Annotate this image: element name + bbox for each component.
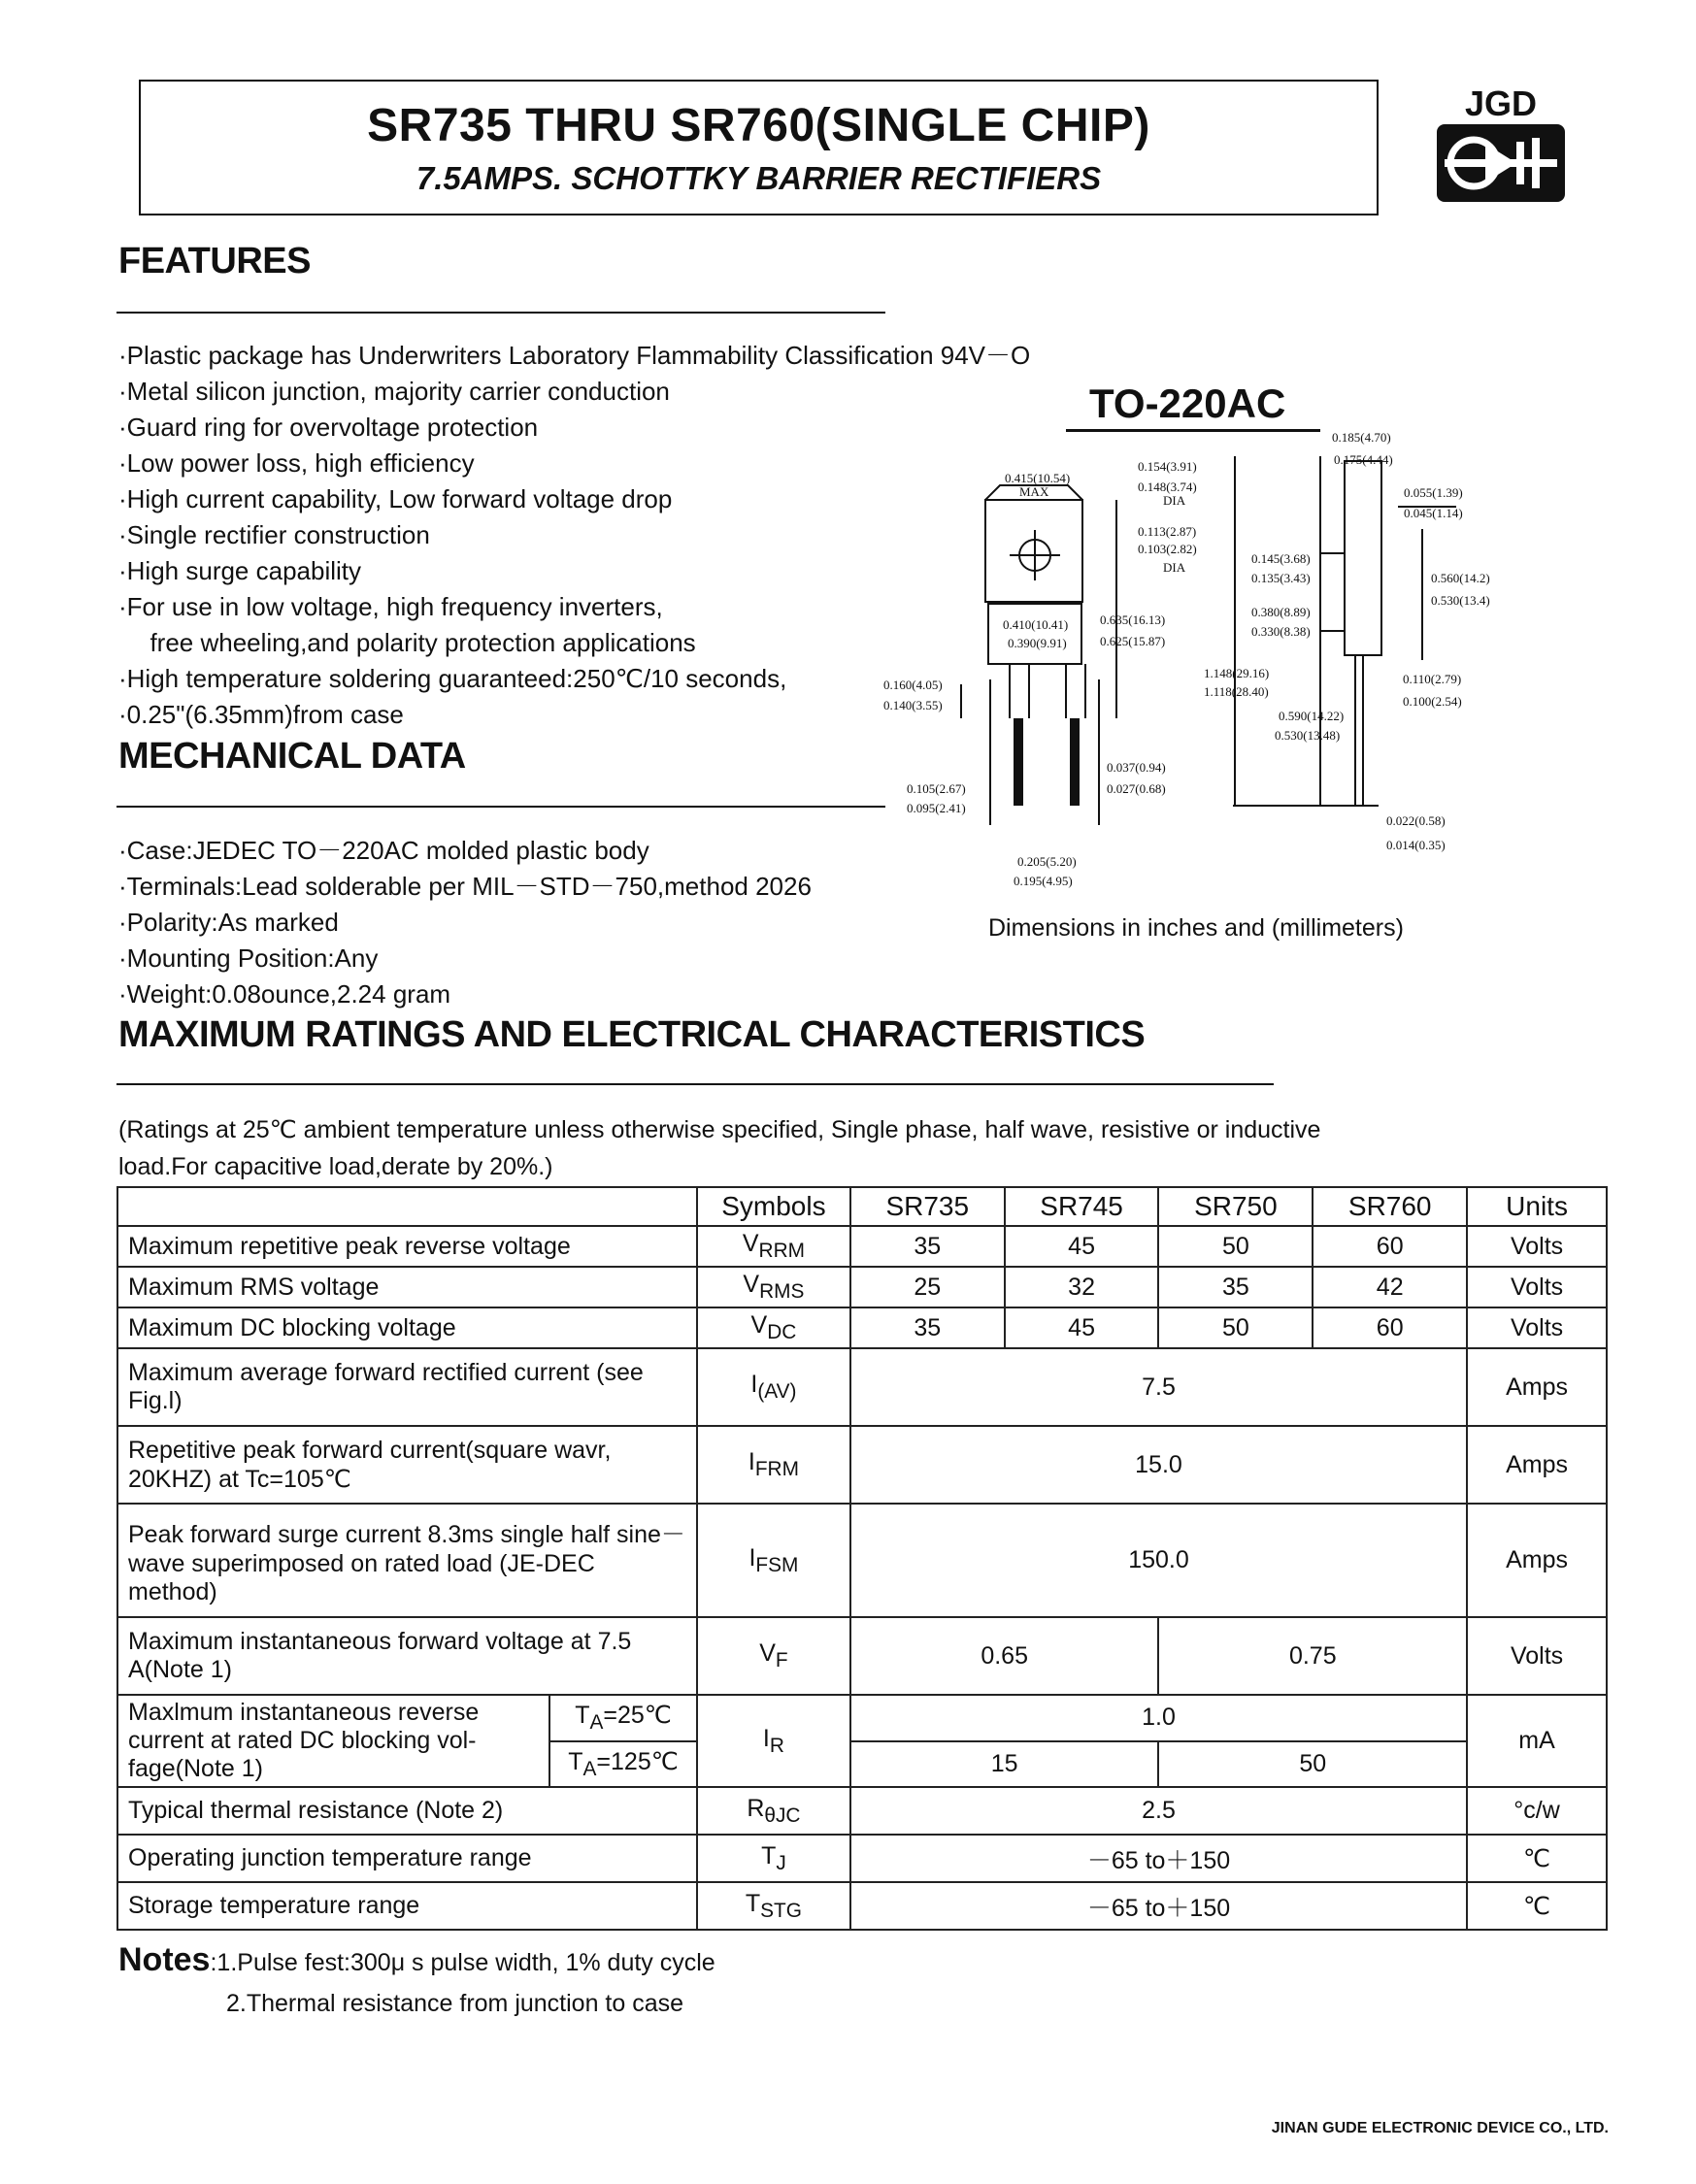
value-cell: 25	[850, 1267, 1005, 1307]
unit-cell: Volts	[1467, 1617, 1607, 1695]
note-2: 2.Thermal resistance from junction to case	[226, 1990, 684, 2017]
unit-cell: ℃	[1467, 1835, 1607, 1882]
value-cell: －65 to＋150	[850, 1882, 1467, 1930]
symbol-cell: $V_{RMS}$	[697, 1267, 850, 1307]
dim-label: 0.205(5.20)	[1017, 854, 1077, 869]
dimension-labels	[883, 430, 1490, 888]
dim-label: 0.185(4.70)	[1332, 430, 1391, 445]
value-cell: 32	[1005, 1267, 1159, 1307]
dim-label: 1.148(29.16)	[1204, 666, 1270, 680]
dim-label: 0.014(0.35)	[1386, 838, 1446, 852]
value-cell: 45	[1005, 1226, 1159, 1267]
unit-cell: mA	[1467, 1695, 1607, 1787]
param-cell: Maximum RMS voltage	[117, 1267, 697, 1307]
dim-label: 0.095(2.41)	[907, 801, 966, 815]
dim-label: 0.110(2.79)	[1403, 672, 1462, 686]
value-cell: 150.0	[850, 1504, 1467, 1617]
value-cell: 60	[1313, 1226, 1467, 1267]
dim-label: 0.195(4.95)	[1014, 874, 1073, 888]
symbol-cell: $V_{DC}$	[697, 1307, 850, 1348]
unit-cell: Amps	[1467, 1426, 1607, 1504]
param-cell: Storage temperature range	[117, 1882, 697, 1930]
table-row	[117, 1307, 1607, 1348]
table-row	[117, 1267, 1607, 1307]
dim-label: 0.530(13.4)	[1431, 593, 1490, 608]
symbol-cell: $I_{FSM}$	[697, 1504, 850, 1617]
package-name: TO-220AC	[1089, 381, 1286, 426]
param-cell: Peak forward surge current 8.3ms single half sine－wave superimposed on rated load (JE-DEC method)	[117, 1504, 697, 1617]
value-cell: 7.5	[850, 1348, 1467, 1426]
col-header-sr745: SR745	[1005, 1187, 1159, 1226]
unit-cell: Volts	[1467, 1267, 1607, 1307]
dim-label: 0.140(3.55)	[883, 698, 943, 712]
table-row	[117, 1348, 1607, 1426]
param-cell: Maximum average forward rectified current (see Fig.l)	[117, 1348, 697, 1426]
dim-label: 0.148(3.74)	[1138, 480, 1197, 494]
mechanical-list	[118, 833, 812, 1012]
value-cell: 42	[1313, 1267, 1467, 1307]
table-row	[117, 1226, 1607, 1267]
ratings-table	[116, 1186, 1608, 1931]
company-footer: JINAN GUDE ELECTRONIC DEVICE CO., LTD.	[1271, 2120, 1609, 2136]
dim-label: 0.530(13.48)	[1275, 728, 1341, 743]
table-header-row	[117, 1187, 1607, 1226]
symbol-cell: $I_{FRM}$	[697, 1426, 850, 1504]
ratings-divider	[116, 1083, 1274, 1085]
value-cell: －65 to＋150	[850, 1835, 1467, 1882]
col-header-units: Units	[1467, 1187, 1607, 1226]
dim-label: 0.113(2.87)	[1138, 524, 1197, 539]
dimension-note: Dimensions in inches and (millimeters)	[988, 914, 1404, 942]
value-cell: 35	[850, 1226, 1005, 1267]
list-item: ·For use in low voltage, high frequency inverters,	[118, 592, 663, 621]
param-cell: Repetitive peak forward current(square wavr, 20KHZ) at Tc=105℃	[117, 1426, 697, 1504]
intro-line: load.For capacitive load,derate by 20%.)	[118, 1153, 553, 1180]
mechanical-divider	[116, 806, 885, 808]
condition-cell: $T_A=25℃$	[549, 1695, 697, 1741]
dim-label: 0.160(4.05)	[883, 678, 943, 692]
notes-heading: Notes	[118, 1941, 211, 1978]
list-item: ·Weight:0.08ounce,2.24 gram	[118, 979, 451, 1009]
package-leads	[1014, 718, 1080, 806]
dim-label: 0.103(2.82)	[1138, 542, 1197, 556]
dim-label: 0.635(16.13)	[1100, 612, 1166, 627]
value-cell: 15.0	[850, 1426, 1467, 1504]
symbol-cell: $R_{\theta JC}$	[697, 1787, 850, 1835]
list-item: ·Guard ring for overvoltage protection	[118, 413, 539, 442]
value-cell: 1.0	[850, 1695, 1467, 1741]
unit-cell: Amps	[1467, 1348, 1607, 1426]
list-item: ·Plastic package has Underwriters Laboratory Flammability Classification 94V－O	[118, 341, 1031, 370]
dim-label: 1.118(28.40)	[1204, 684, 1269, 699]
table-row	[117, 1882, 1607, 1930]
list-item: ·High temperature soldering guaranteed:250℃/10 seconds,	[118, 664, 787, 693]
features-heading: FEATURES	[118, 241, 311, 281]
dim-label: 0.105(2.67)	[907, 781, 966, 796]
list-item: ·Case:JEDEC TO－220AC molded plastic body	[118, 836, 649, 865]
param-cell: Maxlmum instantaneous reverse current at rated DC blocking vol-fage(Note 1)	[117, 1695, 549, 1787]
col-header-symbols: Symbols	[697, 1187, 850, 1226]
unit-cell: ℃	[1467, 1882, 1607, 1930]
table-row	[117, 1835, 1607, 1882]
param-cell: Typical thermal resistance (Note 2)	[117, 1787, 697, 1835]
table-row	[117, 1504, 1607, 1617]
list-item: ·0.25"(6.35mm)from case	[118, 700, 404, 729]
dim-label: 0.027(0.68)	[1107, 781, 1166, 796]
title-box	[139, 80, 1379, 215]
value-cell: 2.5	[850, 1787, 1467, 1835]
package-dimension-drawing	[874, 427, 1490, 893]
value-cell: 35	[1158, 1267, 1313, 1307]
value-cell: 50	[1158, 1741, 1467, 1788]
dim-label: DIA	[1163, 493, 1186, 508]
ratings-intro	[118, 1111, 1320, 1185]
list-item: ·High surge capability	[118, 556, 362, 585]
dim-label: 0.390(9.91)	[1008, 636, 1067, 650]
param-cell: Operating junction temperature range	[117, 1835, 697, 1882]
brand-text: JGD	[1464, 83, 1538, 123]
value-cell: 45	[1005, 1307, 1159, 1348]
package-outline-front	[985, 485, 1085, 718]
dim-label: 0.045(1.14)	[1404, 506, 1463, 520]
col-header-sr735: SR735	[850, 1187, 1005, 1226]
dim-label: 0.022(0.58)	[1386, 813, 1446, 828]
condition-cell: $T_A=125℃$	[549, 1741, 697, 1788]
dim-label: 0.135(3.43)	[1251, 571, 1311, 585]
dim-label: 0.410(10.41)	[1003, 617, 1069, 632]
table-row	[117, 1787, 1607, 1835]
brand-logo	[1433, 85, 1569, 208]
value-cell: 0.65	[850, 1617, 1159, 1695]
dim-label: 0.055(1.39)	[1404, 485, 1463, 500]
table-row	[117, 1426, 1607, 1504]
features-divider	[116, 312, 885, 314]
symbol-cell: $I_{(AV)}$	[697, 1348, 850, 1426]
param-cell: Maximum repetitive peak reverse voltage	[117, 1226, 697, 1267]
dim-label: 0.175(4.44)	[1334, 452, 1393, 467]
list-item: ·Metal silicon junction, majority carrier conduction	[118, 377, 670, 406]
notes	[118, 1941, 715, 1979]
dim-label: 0.154(3.91)	[1138, 459, 1197, 474]
table-row	[117, 1695, 1607, 1741]
param-cell: Maximum instantaneous forward voltage at 7.5 A(Note 1)	[117, 1617, 697, 1695]
diode-logo-icon	[1435, 122, 1567, 204]
dim-label: 0.145(3.68)	[1251, 551, 1311, 566]
dim-label: 0.560(14.2)	[1431, 571, 1490, 585]
dim-label: 0.625(15.87)	[1100, 634, 1166, 648]
dim-label: 0.380(8.89)	[1251, 605, 1311, 619]
dim-label: DIA	[1163, 560, 1186, 575]
dim-label: 0.590(14.22)	[1279, 709, 1345, 723]
symbol-cell: $T_{STG}$	[697, 1882, 850, 1930]
unit-cell: Volts	[1467, 1226, 1607, 1267]
unit-cell: Amps	[1467, 1504, 1607, 1617]
unit-cell: °c/w	[1467, 1787, 1607, 1835]
value-cell: 15	[850, 1741, 1159, 1788]
symbol-cell: $V_{RRM}$	[697, 1226, 850, 1267]
symbol-cell: $V_F$	[697, 1617, 850, 1695]
value-cell: 50	[1158, 1307, 1313, 1348]
symbol-cell: $T_J$	[697, 1835, 850, 1882]
value-cell: 50	[1158, 1226, 1313, 1267]
page-title: SR735 THRU SR760(SINGLE CHIP)	[367, 100, 1150, 151]
value-cell: 0.75	[1158, 1617, 1467, 1695]
value-cell: 35	[850, 1307, 1005, 1348]
col-header-sr760: SR760	[1313, 1187, 1467, 1226]
unit-cell: Volts	[1467, 1307, 1607, 1348]
col-header-sr750: SR750	[1158, 1187, 1313, 1226]
list-item: ·Mounting Position:Any	[118, 943, 379, 973]
mechanical-heading: MECHANICAL DATA	[118, 736, 466, 777]
list-item: free wheeling,and polarity protection applications	[136, 628, 696, 657]
dim-label: 0.037(0.94)	[1107, 760, 1166, 775]
page-subtitle: 7.5AMPS. SCHOTTKY BARRIER RECTIFIERS	[416, 160, 1102, 196]
list-item: ·Low power loss, high efficiency	[118, 448, 475, 478]
intro-line: (Ratings at 25℃ ambient temperature unless otherwise specified, Single phase, half wave, resistive or inductive	[118, 1116, 1321, 1143]
table-row	[117, 1617, 1607, 1695]
dim-label: 0.100(2.54)	[1403, 694, 1462, 709]
dim-label: 0.330(8.38)	[1251, 624, 1311, 639]
dim-label: MAX	[1019, 484, 1049, 499]
list-item: ·Polarity:As marked	[118, 908, 339, 937]
list-item: ·High current capability, Low forward voltage drop	[118, 484, 673, 513]
note-1: :1.Pulse fest:300μ s pulse width, 1% duty cycle	[210, 1949, 715, 1976]
list-item: ·Terminals:Lead solderable per MIL－STD－750,method 2026	[118, 872, 812, 901]
value-cell: 60	[1313, 1307, 1467, 1348]
list-item: ·Single rectifier construction	[118, 520, 430, 549]
dim-label: 0.415(10.54)	[1005, 471, 1071, 485]
param-cell: Maximum DC blocking voltage	[117, 1307, 697, 1348]
ratings-heading: MAXIMUM RATINGS AND ELECTRICAL CHARACTERISTICS	[118, 1014, 1146, 1055]
symbol-cell: $I_R$	[697, 1695, 850, 1787]
